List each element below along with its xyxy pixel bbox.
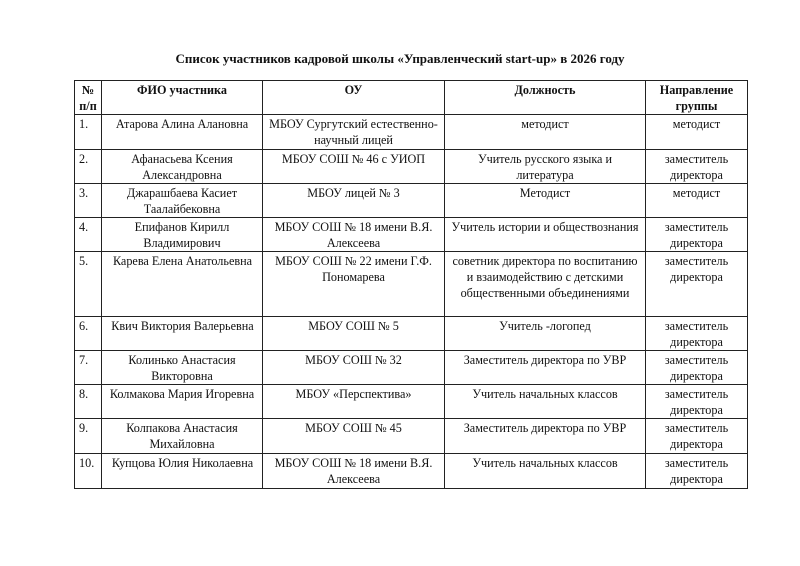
table-row [75, 351, 748, 385]
table-row [75, 454, 748, 489]
header-name: ФИО участника [102, 81, 263, 115]
cell-name: Колинько Анастасия Викторовна [102, 351, 263, 385]
table-row [75, 419, 748, 454]
cell-org: МБОУ СОШ № 45 [263, 419, 445, 454]
cell-org: МБОУ СОШ № 18 имени В.Я. Алексеева [263, 218, 445, 252]
cell-num: 2. [75, 150, 102, 184]
cell-name: Епифанов Кирилл Владимирович [102, 218, 263, 252]
cell-direction: методист [646, 115, 748, 150]
cell-name: Афанасьева Ксения Александровна [102, 150, 263, 184]
cell-name: Колмакова Мария Игоревна [102, 385, 263, 419]
cell-position: Учитель начальных классов [445, 454, 646, 489]
cell-num: 1. [75, 115, 102, 150]
cell-position: Учитель начальных классов [445, 385, 646, 419]
cell-num: 6. [75, 317, 102, 351]
cell-direction: заместитель директора [646, 454, 748, 489]
cell-name: Купцова Юлия Николаевна [102, 454, 263, 489]
table-row [75, 385, 748, 419]
cell-direction: заместитель директора [646, 317, 748, 351]
cell-name: Квич Виктория Валерьевна [102, 317, 263, 351]
cell-position: советник директора по воспитанию и взаимодействию с детскими общественными объединениями [445, 252, 646, 317]
table-row [75, 218, 748, 252]
cell-direction: методист [646, 184, 748, 218]
cell-num: 9. [75, 419, 102, 454]
cell-direction: заместитель директора [646, 150, 748, 184]
cell-name: Карева Елена Анатольевна [102, 252, 263, 317]
cell-num: 5. [75, 252, 102, 317]
cell-direction: заместитель директора [646, 252, 748, 317]
cell-position: Заместитель директора по УВР [445, 351, 646, 385]
cell-position: Заместитель директора по УВР [445, 419, 646, 454]
document-title: Список участников кадровой школы «Управленческий start-up» в 2026 году [175, 51, 625, 66]
cell-num: 7. [75, 351, 102, 385]
table-row [75, 150, 748, 184]
cell-org: МБОУ СОШ № 18 имени В.Я. Алексеева [263, 454, 445, 489]
cell-position: методист [445, 115, 646, 150]
participants-table [74, 80, 748, 489]
cell-name: Колпакова Анастасия Михайловна [102, 419, 263, 454]
cell-num: 8. [75, 385, 102, 419]
table-header-row [75, 81, 748, 115]
cell-position: Учитель русского языка и литература [445, 150, 646, 184]
cell-org: МБОУ СОШ № 46 с УИОП [263, 150, 445, 184]
header-org: ОУ [263, 81, 445, 115]
cell-position: Методист [445, 184, 646, 218]
cell-org: МБОУ СОШ № 32 [263, 351, 445, 385]
header-direction: Направление группы [646, 81, 748, 115]
cell-num: 3. [75, 184, 102, 218]
cell-direction: заместитель директора [646, 351, 748, 385]
cell-org: МБОУ СОШ № 5 [263, 317, 445, 351]
cell-direction: заместитель директора [646, 218, 748, 252]
cell-position: Учитель истории и обществознания [445, 218, 646, 252]
table-row [75, 252, 748, 317]
table-row [75, 115, 748, 150]
cell-org: МБОУ СОШ № 22 имени Г.Ф. Пономарева [263, 252, 445, 317]
cell-num: 4. [75, 218, 102, 252]
table-row [75, 184, 748, 218]
cell-num: 10. [75, 454, 102, 489]
cell-direction: заместитель директора [646, 385, 748, 419]
cell-name: Атарова Алина Алановна [102, 115, 263, 150]
cell-position: Учитель -логопед [445, 317, 646, 351]
cell-org: МБОУ Сургутский естественно-научный лицей [263, 115, 445, 150]
header-position: Должность [445, 81, 646, 115]
cell-org: МБОУ «Перспектива» [263, 385, 445, 419]
cell-direction: заместитель директора [646, 419, 748, 454]
cell-name: Джарашбаева Касиет Таалайбековна [102, 184, 263, 218]
table-row [75, 317, 748, 351]
cell-org: МБОУ лицей № 3 [263, 184, 445, 218]
header-num: № п/п [75, 81, 102, 115]
